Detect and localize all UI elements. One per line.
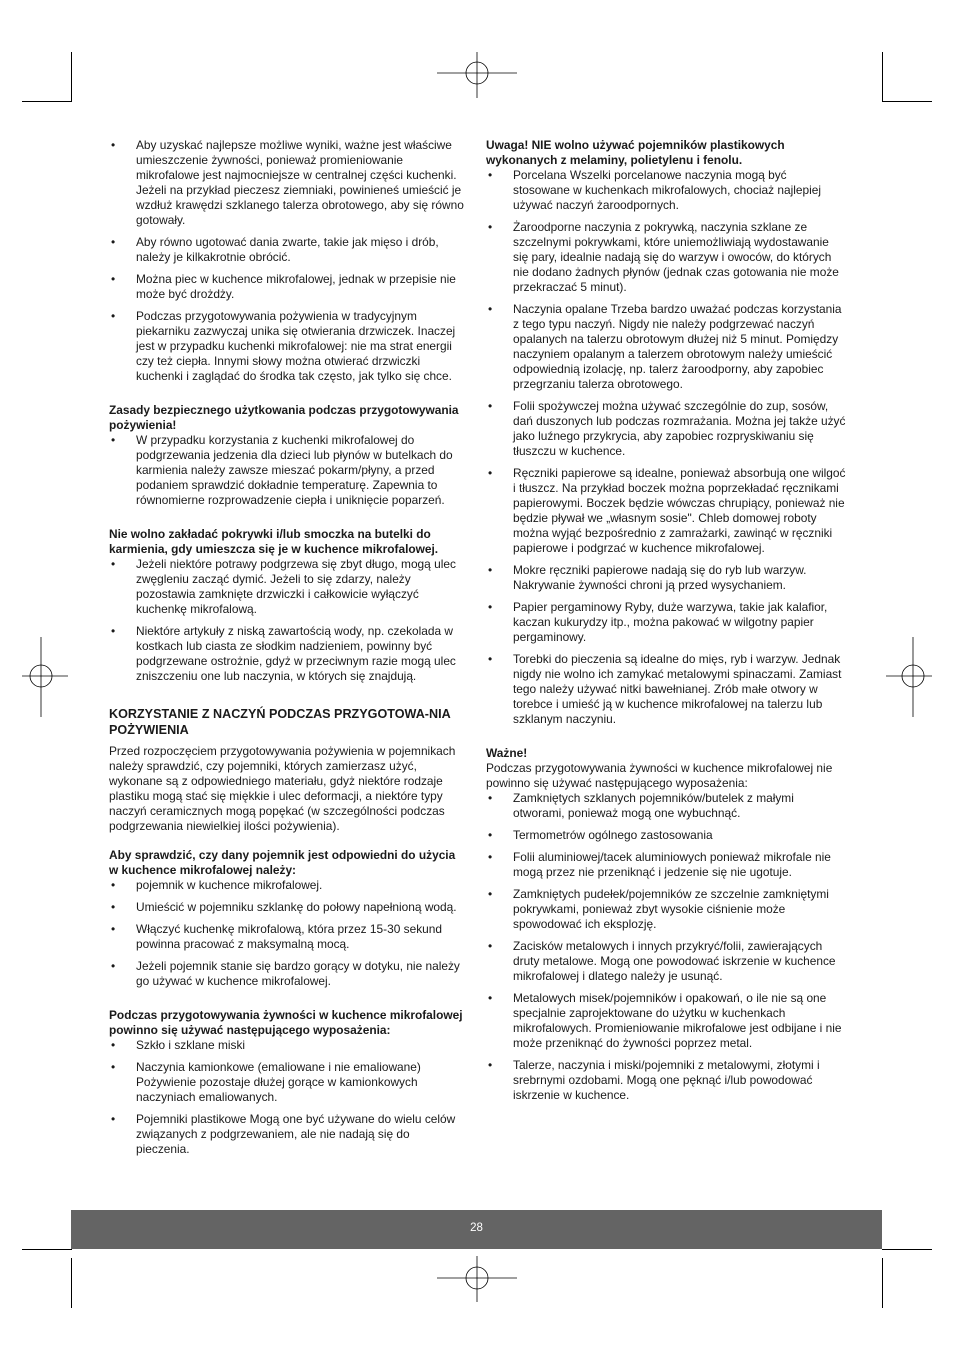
overheat-list	[109, 557, 466, 684]
list-item: • Aby uzyskać najlepsze możliwe wyniki, ważne jest właściwe umieszczenie żywności, ponieważ promieniowanie mikrofalowe jest najmocniejsze w centralnej części kuchenki. Jeżeli na przykład pieczesz ziemniaki, powinieneś umieścić je wzdłuż krawędzi szklanego talerza obrotowego, aby się równo gotowały.	[109, 138, 466, 228]
list-item: • Naczynia kamionkowe (emaliowane i nie emaliowane) Pożywienie pozostaje dłużej gorące w kamionkowych naczyniach emaliowanych.	[109, 1060, 466, 1105]
list-item: • Żaroodporne naczynia z pokrywką, naczynia szklane ze szczelnymi pokrywkami, które uniemożliwiają wydostawanie się pary, idealnie nadają się do warzyw i owoców, do których nie dodano żadnych płynów (jednak czas gotowania nie może przekraczać 5 minut).	[486, 220, 846, 295]
list-item: • Jeżeli niektóre potrawy podgrzewa się zbyt długo, mogą ulec zwęgleniu zacząć dymić. Jeżeli to się zdarzy, należy pozostawia zamknięte drzwiczki i całkowicie wyłączyć kuchenkę mikrofalową.	[109, 557, 466, 617]
allowed-equipment-list	[109, 1038, 466, 1157]
list-item: • Pojemniki plastikowe Mogą one być używane do wielu celów związanych z podgrzewaniem, ale nie nadają się do pieczenia.	[109, 1112, 466, 1157]
list-item: • Podczas przygotowywania pożywienia w tradycyjnym piekarniku zazwyczaj unika się otwierania drzwiczek. Inaczej jest w przypadku kuchenki mikrofalowej: nie ma strat energii czy też ciepła. Innymi słowy można otwierać drzwiczki kuchenki i zaglądać do środka tak często, jak tylko się chce.	[109, 309, 466, 384]
list-item: • Włączyć kuchenkę mikrofalową, która przez 15-30 sekund powinna pracować z maksymalną mocą.	[109, 922, 466, 952]
registration-mark-top	[437, 52, 517, 98]
list-item: • Zamkniętych pudełek/pojemników ze szczelnie zamkniętymi pokrywkami, ponieważ zbyt wysokie ciśnienie może spowodować ich eksplozję.	[486, 887, 846, 932]
important-heading: Ważne!	[486, 746, 528, 760]
cookware-list	[486, 168, 846, 727]
list-item: • pojemnik w kuchence mikrofalowej.	[109, 878, 466, 893]
left-column	[109, 138, 466, 1164]
list-item: • Zacisków metalowych i innych przykryć/folii, zawierających druty metalowe. Mogą one powodować iskrzenie w kuchence mikrofalowej i dlatego należy je usunąć.	[486, 939, 846, 984]
container-test-heading: Aby sprawdzić, czy dany pojemnik jest odpowiedni do użycia w kuchence mikrofalowej należy:	[109, 848, 456, 877]
list-item: • Folii aluminiowej/tacek aluminiowych ponieważ mikrofale nie mogą przez nie przeniknąć i jedzenie się nie ugotuje.	[486, 850, 846, 880]
list-item: • Można piec w kuchence mikrofalowej, jednak w przepisie nie może być drożdży.	[109, 272, 466, 302]
page-number: 28	[470, 1222, 483, 1234]
list-item: • Jeżeli pojemnik stanie się bardzo gorący w dotyku, nie należy go używać w kuchence mikrofalowej.	[109, 959, 466, 989]
safety-list	[109, 433, 466, 508]
list-item: • Zamkniętych szklanych pojemników/butelek z małymi otworami, ponieważ mogą one wybuchnąć.	[486, 791, 846, 821]
list-item: • Talerze, naczynia i miski/pojemniki z metalowymi, złotymi i srebrnymi ozdobami. Mogą one pęknąć i/lub powodować iskrzenie w kuchence.	[486, 1058, 846, 1103]
allowed-equipment-heading: Podczas przygotowywania żywności w kuchence mikrofalowej powinno się używać następującego wyposażenia:	[109, 1008, 463, 1037]
right-column	[486, 138, 846, 1110]
intro-paragraph: Przed rozpoczęciem przygotowywania pożywienia w pojemnikach należy sprawdzić, czy pojemniki, których zamierzasz użyć, wykonane są z odpowiedniego materiału, gdyż niektóre rodzaje plastiku mogą stać się miękkie i ulec deformacji, a niektóre typy naczyń ceramicznych mogą popękać (w szczególności podczas podgrzewania niewielkiej ilości pożywienia).	[109, 744, 456, 833]
list-item: • Torebki do pieczenia są idealne do mięs, ryb i warzyw. Jednak nigdy nie wolno ich zamykać metalowymi spinaczami. Zamiast tego należy używać nitki bawełnianej. Zrób małe otwory w torebce i umieść ją w kuchence mikrofalowej na talerzu lub szklanym naczyniu.	[486, 652, 846, 727]
list-item: • Papier pergaminowy Ryby, duże warzywa, takie jak kalafior, kaczan kukurydzy itp., można pakować w wilgotny papier pergaminowy.	[486, 600, 846, 645]
tips-list	[109, 138, 466, 384]
list-item: • Niektóre artykuły z niską zawartością wody, np. czekolada w kostkach lub ciasta ze słodkim nadzieniem, powinny być podgrzewane ostrożnie, gdyż w przeciwnym razie mogą ulec zniszczeniu one lub naczynia, w których się znajdują.	[109, 624, 466, 684]
list-item: • Naczynia opalane Trzeba bardzo uważać podczas korzystania z tego typu naczyń. Nigdy nie należy podgrzewać naczyń opalanych na talerzu obrotowym dłużej niż 5 minut. Pomiędzy naczyniem opalanym a talerzem obrotowym należy umieścić odpowiednią izolację, np. talerz żaroodporny, aby zapobiec przegrzaniu talerza obrotowego.	[486, 302, 846, 392]
important-paragraph: Podczas przygotowywania żywności w kuchence mikrofalowej nie powinno się używać następującego wyposażenia:	[486, 761, 833, 790]
list-item: • Metalowych misek/pojemników i opakowań, o ile nie są one specjalnie zaprojektowane do użytku w kuchenkach mikrofalowych. Promieniowanie mikrofalowe jest odbijane i nie może przeniknąć do żywności poprzez metal.	[486, 991, 846, 1051]
list-item: • Termometrów ogólnego zastosowania	[486, 828, 846, 843]
registration-mark-bottom	[437, 1256, 517, 1302]
forbidden-equipment-list	[486, 791, 846, 1103]
registration-mark-left	[22, 637, 68, 717]
plastic-warning: Uwaga! NIE wolno używać pojemników plastikowych wykonanych z melaminy, polietylenu i fenolu.	[486, 138, 785, 167]
list-item: • Aby równo ugotować dania zwarte, takie jak mięso i drób, należy je kilkakrotnie obrócić.	[109, 235, 466, 265]
section-title: KORZYSTANIE Z NACZYŃ PODCZAS PRZYGOTOWA-NIA POŻYWIENIA	[109, 707, 451, 737]
list-item: • Szkło i szklane miski	[109, 1038, 466, 1053]
bottle-warning: Nie wolno zakładać pokrywki i/lub smoczka na butelki do karmienia, gdy umieszcza się je w kuchence mikrofalowej.	[109, 527, 439, 556]
safety-heading: Zasady bezpiecznego użytkowania podczas przygotowywania pożywienia!	[109, 403, 459, 432]
list-item: • Umieścić w pojemniku szklankę do połowy napełnioną wodą.	[109, 900, 466, 915]
list-item: • Ręczniki papierowe są idealne, ponieważ absorbują one wilgoć i tłuszcz. Na przykład boczek można poprzekładać ręcznikami papierowymi. Boczek będzie wówczas chrupiący, ponieważ nie będzie pływał we „własnym sosie". Chleb domowej roboty można wyjąć bezpośrednio z zamrażarki, zawinąć w ręczniki papierowe i podgrzać w kuchence mikrofalowej.	[486, 466, 846, 556]
list-item: • W przypadku korzystania z kuchenki mikrofalowej do podgrzewania jedzenia dla dzieci lub płynów w butelkach do karmienia należy zawsze mieszać pokarm/płyny, a przed podaniem sprawdzić dokładnie temperaturę. Zapewnia to równomierne rozprowadzenie ciepła i uniknięcie poparzeń.	[109, 433, 466, 508]
list-item: • Porcelana Wszelki porcelanowe naczynia mogą być stosowane w kuchenkach mikrofalowych, chociaż najlepiej używać naczyń żaroodpornych.	[486, 168, 846, 213]
registration-mark-right	[886, 637, 932, 717]
list-item: • Folii spożywczej można używać szczególnie do zup, sosów, dań duszonych lub podczas rozmrażania. Można jej także użyć jako luźnego przykrycia, aby zapobiec rozpryskiwaniu się tłuszczu w kuchence.	[486, 399, 846, 459]
footer-bar	[71, 1210, 882, 1249]
container-test-list	[109, 878, 466, 989]
list-item: • Mokre ręczniki papierowe nadają się do ryb lub warzyw. Nakrywanie żywności chroni ją przed wysychaniem.	[486, 563, 846, 593]
